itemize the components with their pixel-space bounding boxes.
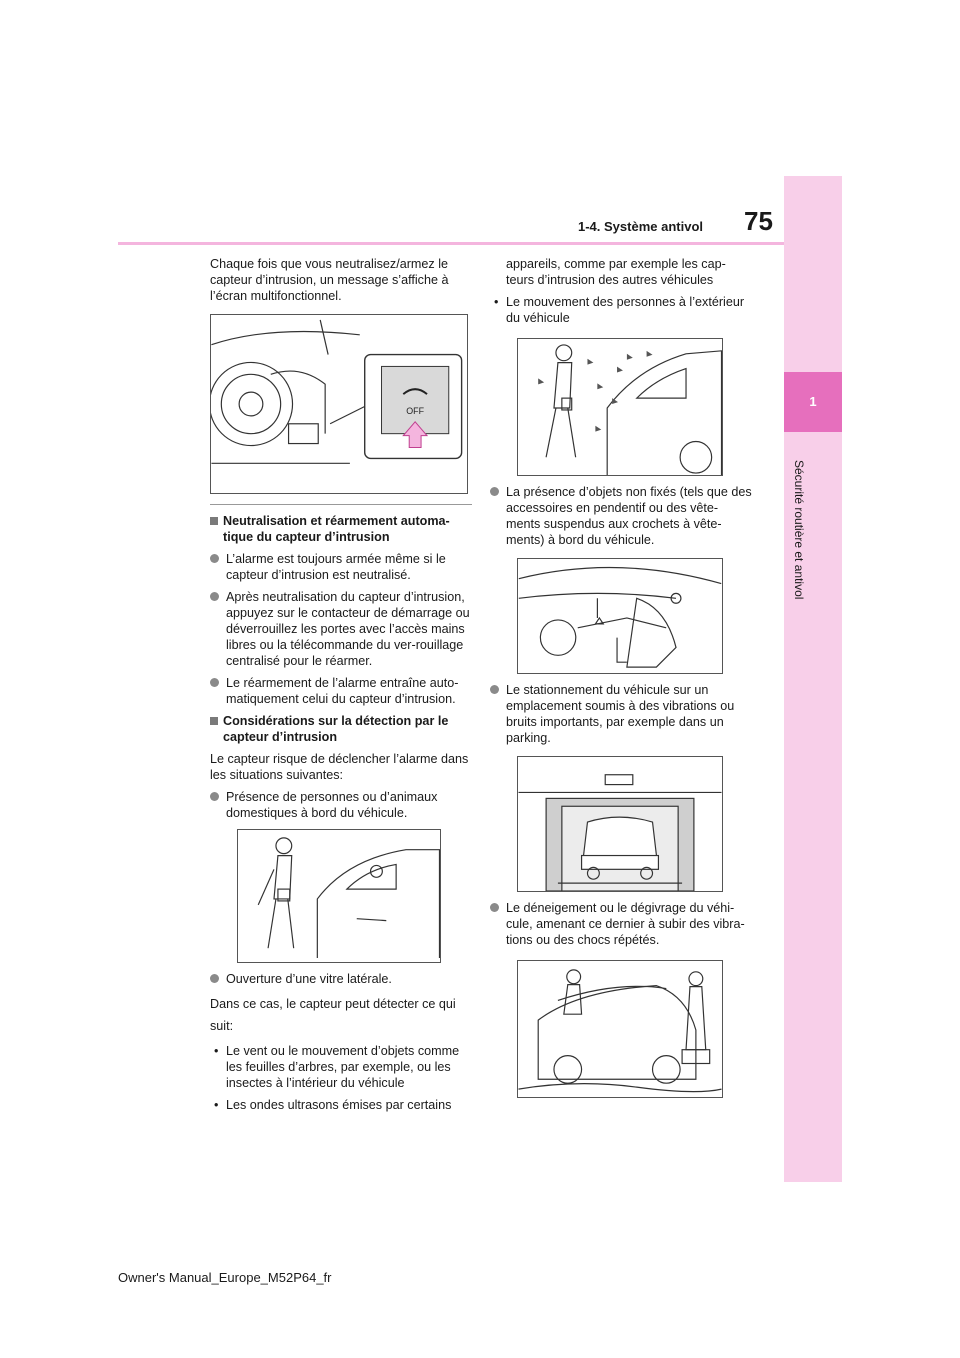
sub-item: • Les ondes ultrasons émises par certains bbox=[210, 1097, 472, 1113]
separator bbox=[210, 504, 472, 505]
case-paragraph: Dans ce cas, le capteur peut détecter ce qui suit: bbox=[210, 997, 456, 1033]
leaves-wind-illustration bbox=[518, 339, 722, 475]
bullet-item: L’alarme est toujours armée même si le capteur d’intrusion est neutralisé. bbox=[210, 551, 472, 583]
right-column bbox=[490, 256, 752, 1098]
bullet-dot-icon bbox=[210, 974, 219, 983]
bullet-item: La présence d’objets non fixés (tels que des accessoires en pendentif ou des vête-ments suspendus aux crochets à vête-ments) à bord du véhicule. bbox=[490, 484, 752, 548]
bullet-item: Ouverture d’une vitre latérale. bbox=[210, 971, 472, 987]
left-column bbox=[210, 256, 472, 1119]
person-dog-illustration bbox=[238, 830, 440, 962]
section-title: 1-4. Système antivol bbox=[578, 219, 703, 234]
interior-illustration bbox=[518, 559, 722, 673]
figure-snow-removal bbox=[517, 960, 723, 1098]
page-number: 75 bbox=[744, 206, 773, 236]
parking-illustration bbox=[518, 757, 722, 891]
bullet-item: Le déneigement ou le dégivrage du véhi-cule, amenant ce dernier à subir des vibra-tions ou des chocs répétés. bbox=[490, 900, 752, 948]
continuation-text: appareils, comme par exemple les cap-teurs d’intrusion des autres véhicules bbox=[506, 257, 726, 287]
figure-interior-objects bbox=[517, 558, 723, 674]
bullet-dot-icon bbox=[210, 592, 219, 601]
heading-detection: Considérations sur la détection par le capteur d’intrusion bbox=[210, 713, 472, 745]
bullet-dot-icon bbox=[490, 487, 499, 496]
figure-person-dog bbox=[237, 829, 441, 963]
intro-paragraph: Chaque fois que vous neutralisez/armez le capteur d’intrusion, un message s’affiche à l’écran multifonctionnel. bbox=[210, 257, 449, 303]
chapter-number: 1 bbox=[809, 394, 817, 409]
bullet-dot-icon bbox=[210, 792, 219, 801]
bullet-dot-icon bbox=[490, 685, 499, 694]
bullet-dot-icon bbox=[210, 554, 219, 563]
snow-removal-illustration bbox=[518, 961, 722, 1097]
bullet-dot-icon bbox=[490, 903, 499, 912]
bullet-item: Après neutralisation du capteur d’intrusion, appuyez sur le contacteur de démarrage ou déverrouillez les portes avec l’accès mains libres ou la télécommande du ver-rouillage centralisé pour le réarmer. bbox=[210, 589, 472, 669]
figure-dashboard-switch bbox=[210, 314, 468, 494]
heading-auto-reset: Neutralisation et réarmement automa-tique du capteur d’intrusion bbox=[210, 513, 472, 545]
chapter-number-tab bbox=[784, 372, 842, 432]
header-rule bbox=[118, 242, 784, 245]
sub-item: • Le vent ou le mouvement d’objets comme les feuilles d’arbres, par exemple, ou les insectes à l’intérieur du véhicule bbox=[210, 1043, 472, 1091]
chapter-title-vertical bbox=[790, 460, 806, 760]
chapter-title: Sécurité routière et antivol bbox=[792, 460, 806, 600]
bullet-item: Présence de personnes ou d’animaux domestiques à bord du véhicule. bbox=[210, 789, 472, 821]
off-label: OFF bbox=[406, 405, 425, 416]
bullet-dot-icon bbox=[210, 678, 219, 687]
sub-item: • Le mouvement des personnes à l’extérieur du véhicule bbox=[490, 294, 752, 326]
footer-manual-id: Owner's Manual_Europe_M52P64_fr bbox=[118, 1270, 332, 1285]
detection-paragraph: Le capteur risque de déclencher l’alarme dans les situations suivantes: bbox=[210, 752, 469, 782]
bullet-item: Le réarmement de l’alarme entraîne auto-matiquement celui du capteur d’intrusion. bbox=[210, 675, 472, 707]
figure-leaves-wind bbox=[517, 338, 723, 476]
figure-parking-garage bbox=[517, 756, 723, 892]
bullet-item: Le stationnement du véhicule sur un emplacement soumis à des vibrations ou bruits importants, par exemple dans un parking. bbox=[490, 682, 752, 746]
dashboard-illustration bbox=[211, 315, 467, 493]
